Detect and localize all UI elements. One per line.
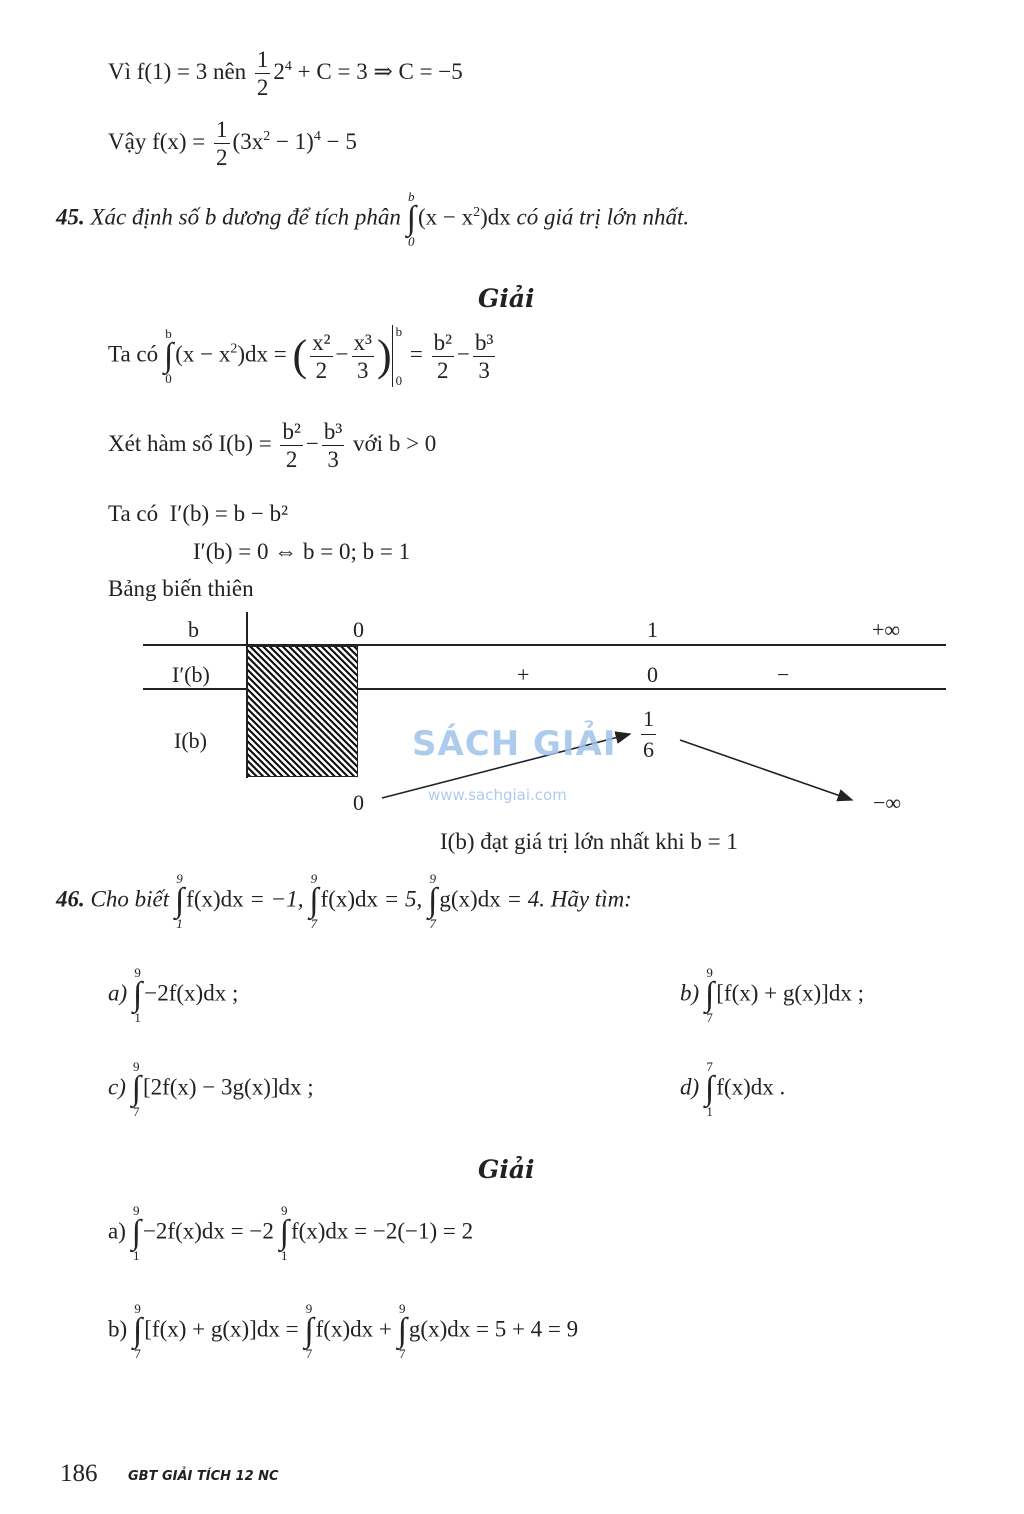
integral-symbol: 9 ∫ 1 [132,965,143,1026]
sign-plus: + [517,662,530,687]
watermark-url: www.sachgiai.com [428,786,567,804]
decreasing-arrow [680,740,852,800]
derivative-zero: 0 [647,662,658,687]
line-fx: Vậy f(x) = $\frac{1}{2}$ $(3x^2 - 1)^4 - 5$ [108,117,357,170]
fraction: $\frac{\text{b³}}{3}$ [323,419,343,472]
integral-symbol: 9 ∫ 1 [279,1203,289,1264]
row-derivative-label: I′(b) [172,662,210,687]
fraction: $\frac{\text{x³}}{3}$ [353,329,372,383]
answer-b: b) 9 ∫ 7 [f(x) + g(x)]dx = 9 ∫ 7 f(x)dx + 9 ∫ 7 g(x)dx = 5 + 4 = 9 [108,1301,579,1362]
integral-symbol: 9 ∫ 7 [304,1301,314,1362]
solution-step-2: Xét hàm số I(b) = $\frac{\text{b²}}{2}$ − $\frac{\text{b³}}{3}$ với b > 0 [108,419,437,472]
integral-symbol: 7 ∫ 1 [704,1059,715,1120]
integral-symbol: 9 ∫ 7 [428,871,438,932]
problem-45: 45. Xác định số b dương để tích phân b ∫ 0 $(x - x^2)dx$ có giá trị lớn nhất. [56,189,690,250]
row-function-label: I(b) [174,728,207,753]
b-value-1: 1 [647,617,658,642]
integral-symbol: 9 ∫ 7 [704,965,715,1026]
integral-symbol: 9 ∫ 7 [131,1059,141,1120]
solution-heading: Giải [478,284,535,313]
integral-symbol: b ∫ 0 [406,189,416,250]
solution-step-4: I′(b) = 0 ⇔ b = 0; b = 1 [193,539,411,564]
problem-46: 46. Cho biết 9 ∫ 1 f(x)dx = −1, 9 ∫ 7 f(x)dx = 5, 9 ∫ 7 g(x)dx = 4. Hãy tìm: [56,871,632,932]
solution-step-1: Ta có b ∫ 0 $(x - x^2)dx$ = ( $\frac{\text{x²}}{2}$ − $\frac{\text{x³}}{3}$ ) b 0 = $\frac{\text{b²}}{2}$ − $\frac{\text{b³}}{3}$ [108,324,494,388]
question-b: b) 9 ∫ 7 [f(x) + g(x)]dx ; [680,965,864,1026]
solution-heading: Giải [478,1155,535,1184]
page-number: 186 [60,1460,98,1487]
end-value: −∞ [873,790,902,815]
line-f1: Vì f(1) = 3 nên $\frac{1}{2}$ $2^4 + C = 3$ ⇒ C = −5 [108,47,463,100]
fraction: $\frac{1}{2}$ [216,117,228,170]
integral-symbol: 9 ∫ 1 [131,1203,141,1264]
integral-symbol: b ∫ 0 [163,325,174,387]
integral-symbol: 9 ∫ 1 [174,871,185,932]
integral-symbol: 9 ∫ 7 [309,871,319,932]
sign-minus: − [777,662,790,687]
table-caption: Bảng biến thiên [108,576,254,601]
fraction: $\frac{\text{b²}}{2}$ [433,329,452,383]
fraction: $\frac{1}{6}$ [643,706,654,762]
question-a: a) 9 ∫ 1 −2f(x)dx ; [108,965,239,1026]
question-d: d) 7 ∫ 1 f(x)dx . [680,1059,786,1120]
integral-symbol: 9 ∫ 7 [132,1301,143,1362]
b-value-inf: +∞ [872,617,901,642]
book-title: GBT GIẢI TÍCH 12 NC [128,1469,279,1484]
b-value-0: 0 [353,617,364,642]
start-value: 0 [353,790,364,815]
watermark-logo: SÁCH GIẢI [412,724,617,764]
evaluation-bar: b 0 [392,325,403,387]
solution-step-3: Ta có I′(b) = b − b² [108,501,288,526]
conclusion: I(b) đạt giá trị lớn nhất khi b = 1 [440,829,738,854]
integral-symbol: 9 ∫ 7 [397,1301,407,1362]
row-b-label: b [188,617,199,642]
fraction: $\frac{\text{b²}}{2}$ [282,419,301,472]
fraction: $\frac{1}{2}$ [256,47,269,100]
question-c: c) 9 ∫ 7 [2f(x) − 3g(x)]dx ; [108,1059,314,1120]
fraction: $\frac{\text{b³}}{3}$ [474,329,494,383]
fraction: $\frac{\text{x²}}{2}$ [312,329,331,383]
answer-a: a) 9 ∫ 1 −2f(x)dx = −2 9 ∫ 1 f(x)dx = −2(−1) = 2 [108,1203,474,1264]
